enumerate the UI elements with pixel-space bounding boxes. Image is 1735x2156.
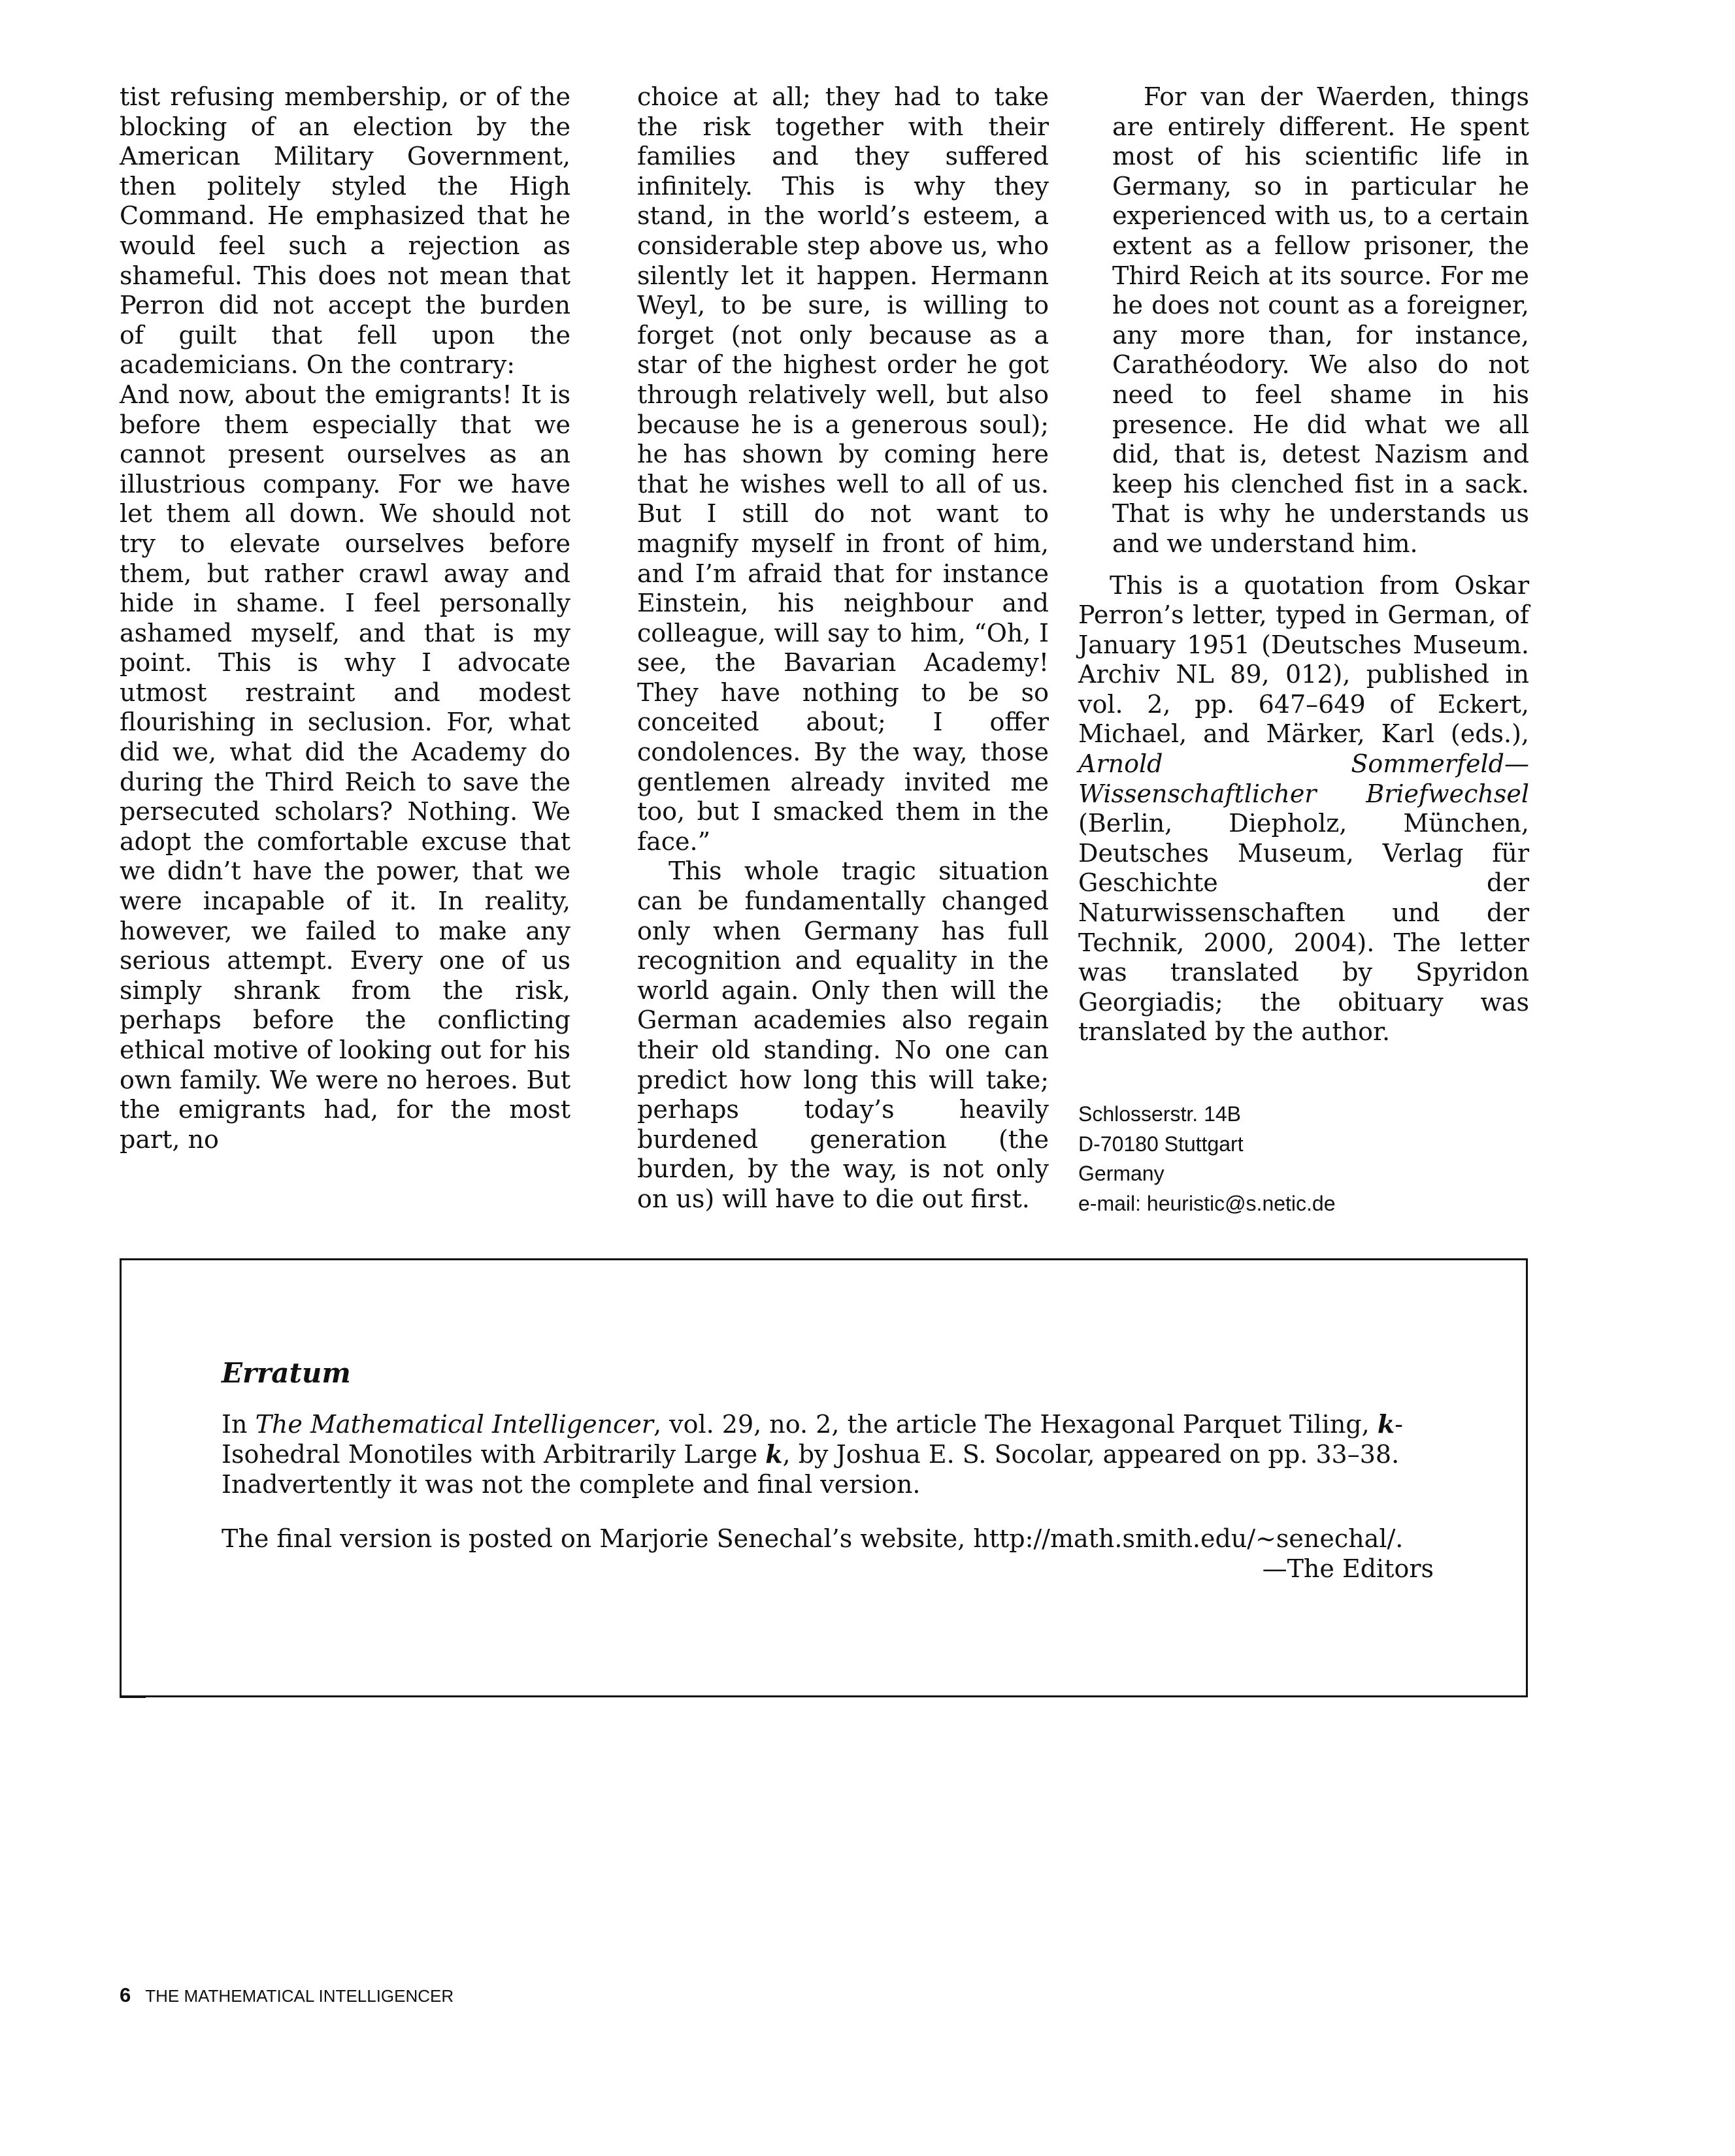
perron-quote-part-2: choice at all; they had to take the risk together with their families and they suffered infinitely. This is why they stand, in the world’s esteem, a considerable step above us, who silently let it happen. Hermann Weyl, to be sure, is willing to forget (not only because as a star of the highest order he got through relatively well, but also because he is a generous soul); he has shown by coming here that he wishes well to all of us. But I still do not want to magnify myself in front of him, and I’m afraid that for instance Einstein, his neighbour and colleague, will say to him, “Oh, I see, the Bavarian Academy! They have nothing to be so conceited about; I offer condolences. By the way, those gentlemen already invited me too, but I smacked them in the face.” bbox=[637, 82, 1049, 856]
source-note-lead: This is a quotation from Oskar Perron’s letter, typed in German, of January 1951 (Deutsches Museum. Archiv NL 89, 012), published in vol. 2, pp. 647–649 of Eckert, Michael, and Märker, Karl (eds.), bbox=[1078, 570, 1529, 749]
address-country: Germany bbox=[1078, 1162, 1165, 1185]
column-2 bbox=[637, 82, 1049, 1215]
perron-quote-part-3: This whole tragic situation can be fundamentally changed only when Germany has full recognition and equality in the world again. Only then will the German academies also regain their old standing. No one can predict how long this will take; perhaps today’s heavily burdened generation (the burden, by the way, is not only on us) will have to die out first. bbox=[637, 857, 1049, 1213]
address-email: e-mail: heuristic@s.netic.de bbox=[1078, 1191, 1336, 1215]
page-number: 6 bbox=[120, 1984, 131, 2006]
source-note-tail: (Berlin, Diepholz, München, Deutsches Museum, Verlag für Geschichte der Naturwissenschaften und der Technik, 2000, 2004). The letter was translated by Spyridon Georgiadis; the obituary was translated by the author. bbox=[1078, 809, 1529, 1047]
column-3 bbox=[1078, 82, 1529, 1218]
erratum-mid2: -Isohedral Monotiles with Arbitrarily Large bbox=[222, 1409, 1403, 1469]
erratum-content bbox=[222, 1358, 1434, 1584]
journal-running-title: THE MATHEMATICAL INTELLIGENCER bbox=[145, 1986, 454, 2006]
address-city: D-70180 Stuttgart bbox=[1078, 1132, 1244, 1156]
erratum-mid: , vol. 29, no. 2, the article The Hexagonal Parquet Tiling, bbox=[653, 1409, 1370, 1439]
k-variable-2: k bbox=[765, 1439, 783, 1469]
erratum-signature: —The Editors bbox=[1262, 1554, 1434, 1583]
erratum-final-version: The final version is posted on Marjorie Senechal’s website, http://math.smith.edu/~senechal/. bbox=[222, 1524, 1404, 1554]
perron-quote-part-1: And now, about the emigrants! It is before them especially that we cannot present ourselves as an illustrious company. For we have let them all down. We should not try to elevate ourselves before them, but rather crawl away and hide in shame. I feel personally ashamed myself, and that is my point. This is why I advocate utmost restraint and modest flourishing in seclusion. For, what did we, what did the Academy do during the Third Reich to save the persecuted scholars? Nothing. We adopt the comfortable excuse that we didn’t have the power, that we were incapable of it. In reality, however, we failed to make any serious attempt. Every one of us simply shrank from the risk, perhaps before the conflicting ethical motive of looking out for his own family. We were no heroes. But the emigrants had, for the most part, no bbox=[120, 380, 570, 1154]
erratum-lead: In bbox=[222, 1409, 248, 1439]
k-variable-1: k bbox=[1377, 1409, 1395, 1439]
source-book-title: Arnold Sommerfeld—Wissenschaftlicher Briefwechsel bbox=[1078, 749, 1529, 808]
erratum-paragraph bbox=[222, 1409, 1434, 1500]
journal-title: The Mathematical Intelligencer bbox=[255, 1409, 653, 1439]
perron-quote-part-4: For van der Waerden, things are entirely different. He spent most of his scientific life in Germany, so in particular he experienced with us, to a certain extent as a fellow prisoner, the Third Reich at its source. For me he does not count as a foreigner, any more than, for instance, Carathéodory. We also do not need to feel shame in his presence. He did what we all did, that is, detest Nazism and keep his clenched fist in a sack. That is why he understands us and we understand him. bbox=[1112, 82, 1529, 558]
erratum-box bbox=[120, 1258, 1528, 1697]
author-address bbox=[1078, 1100, 1529, 1218]
column-1 bbox=[120, 82, 570, 1154]
erratum-tail: , by Joshua E. S. Socolar, appeared on pp. 33–38. Inadvertently it was not the complete and final version. bbox=[222, 1440, 1400, 1499]
source-note bbox=[1078, 571, 1529, 1048]
page-footer bbox=[120, 1984, 454, 2007]
col1-paragraph-1: tist refusing membership, or of the blocking of an election by the American Military Government, then politely styled the High Command. He emphasized that he would feel such a rejection as shameful. This does not mean that Perron did not accept the burden of guilt that fell upon the academicians. On the contrary: bbox=[120, 82, 570, 380]
erratum-title: Erratum bbox=[222, 1357, 351, 1389]
address-street: Schlosserstr. 14B bbox=[1078, 1102, 1241, 1126]
erratum-corner-mark bbox=[120, 1696, 146, 1698]
